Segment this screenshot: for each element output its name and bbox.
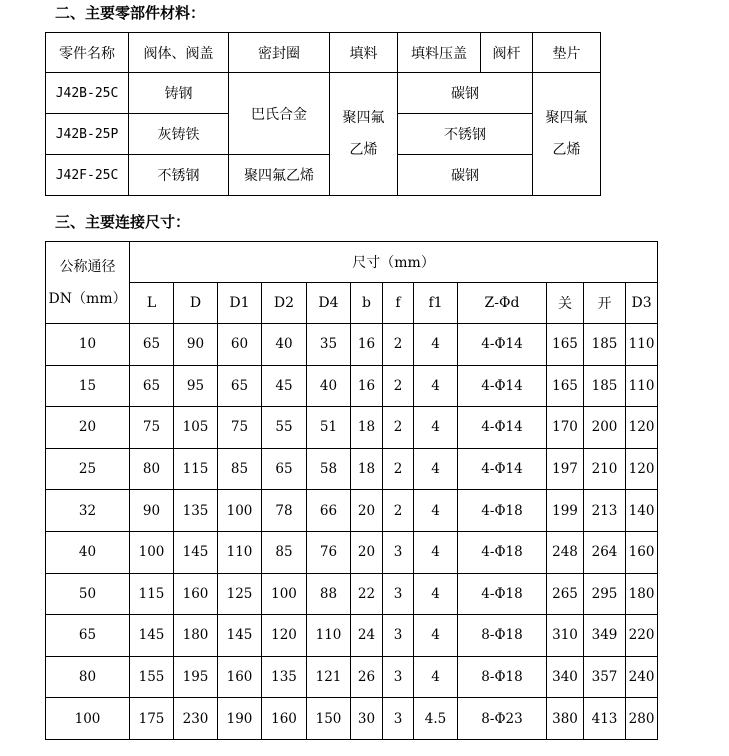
dimension-value-cell: 51	[307, 407, 351, 449]
column-header-cell: D	[174, 283, 218, 324]
dimension-value-cell: 8-Φ18	[458, 615, 547, 657]
dimension-value-cell: 115	[130, 573, 174, 615]
dimension-value-cell: 2	[383, 490, 414, 532]
dimension-value-cell: 100	[218, 490, 262, 532]
dimension-value-cell: 88	[307, 573, 351, 615]
header-gasket: 垫片	[533, 33, 601, 73]
header-seal-ring: 密封圈	[229, 33, 330, 73]
dimension-value-cell: 2	[383, 324, 414, 366]
dimension-value-cell: 8-Φ23	[458, 698, 547, 740]
dimension-value-cell: 4-Φ18	[458, 490, 547, 532]
dimension-value-cell: 65	[218, 365, 262, 407]
dimension-value-cell: 180	[626, 573, 658, 615]
dimension-value-cell: 160	[218, 656, 262, 698]
dimension-value-cell: 160	[626, 531, 658, 573]
dimension-value-cell: 135	[262, 656, 307, 698]
dimension-value-cell: 4-Φ14	[458, 365, 547, 407]
dimension-row	[46, 615, 658, 657]
dimension-value-cell: 4	[414, 324, 458, 366]
header-body-bonnet: 阀体、阀盖	[129, 33, 229, 73]
materials-table	[45, 32, 601, 196]
header-stem: 阀杆	[481, 33, 533, 73]
model-cell: J42F-25C	[46, 155, 129, 196]
column-header-cell: D2	[262, 283, 307, 324]
dimension-value-cell: 4	[414, 573, 458, 615]
dimension-value-cell: 75	[218, 407, 262, 449]
dimension-value-cell: 4	[414, 656, 458, 698]
dimension-row	[46, 407, 658, 449]
dimension-row	[46, 365, 658, 407]
dn-cell: 20	[46, 407, 130, 449]
gasket-material-line2: 乙烯	[552, 142, 581, 158]
dimension-value-cell: 413	[584, 698, 626, 740]
column-header-cell: f1	[414, 283, 458, 324]
dimension-value-cell: 175	[130, 698, 174, 740]
dimension-value-cell: 110	[218, 531, 262, 573]
body-material-cell: 不锈钢	[129, 155, 229, 196]
dimension-value-cell: 4	[414, 615, 458, 657]
dimension-value-cell: 4	[414, 407, 458, 449]
dimension-value-cell: 125	[218, 573, 262, 615]
dimension-value-cell: 4-Φ14	[458, 407, 547, 449]
dimension-value-cell: 4-Φ18	[458, 573, 547, 615]
dimension-value-cell: 4	[414, 365, 458, 407]
dimension-value-cell: 8-Φ18	[458, 656, 547, 698]
dn-cell: 65	[46, 615, 130, 657]
dimension-value-cell: 155	[130, 656, 174, 698]
dimension-value-cell: 120	[626, 407, 658, 449]
header-packing: 填料	[330, 33, 398, 73]
dimension-value-cell: 22	[351, 573, 383, 615]
dimension-value-cell: 30	[351, 698, 383, 740]
model-cell: J42B-25C	[46, 73, 129, 114]
dimension-value-cell: 357	[584, 656, 626, 698]
dimension-row	[46, 448, 658, 490]
dimension-value-cell: 20	[351, 531, 383, 573]
body-material-cell: 灰铸铁	[129, 114, 229, 155]
dimension-value-cell: 349	[584, 615, 626, 657]
dimension-value-cell: 220	[626, 615, 658, 657]
dimension-value-cell: 120	[626, 448, 658, 490]
dimension-value-cell: 210	[584, 448, 626, 490]
dimension-value-cell: 65	[262, 448, 307, 490]
dimension-value-cell: 295	[584, 573, 626, 615]
dn-cell: 15	[46, 365, 130, 407]
gland-stem-material-cell: 碳钢	[398, 155, 533, 196]
dimension-value-cell: 40	[307, 365, 351, 407]
dn-cell: 25	[46, 448, 130, 490]
dimension-value-cell: 264	[584, 531, 626, 573]
header-part-name: 零件名称	[46, 33, 129, 73]
dimension-value-cell: 160	[262, 698, 307, 740]
materials-section-heading: 二、主要零部件材料：	[55, 4, 206, 22]
dimension-value-cell: 160	[174, 573, 218, 615]
dimension-value-cell: 40	[262, 324, 307, 366]
seal-material-cell: 巴氏合金	[229, 73, 330, 155]
dimension-value-cell: 248	[547, 531, 584, 573]
dn-cell: 100	[46, 698, 130, 740]
dimension-value-cell: 110	[626, 324, 658, 366]
gland-stem-material-cell: 碳钢	[398, 73, 533, 114]
dimension-value-cell: 58	[307, 448, 351, 490]
dimension-row	[46, 324, 658, 366]
dimension-value-cell: 170	[547, 407, 584, 449]
dimension-value-cell: 18	[351, 407, 383, 449]
dimension-value-cell: 145	[174, 531, 218, 573]
dimension-row	[46, 656, 658, 698]
dimension-value-cell: 65	[130, 365, 174, 407]
column-header-cell: 关	[547, 283, 584, 324]
dimension-value-cell: 90	[174, 324, 218, 366]
dimension-value-cell: 115	[174, 448, 218, 490]
dn-cell: 32	[46, 490, 130, 532]
dimensions-header-row-1	[46, 242, 658, 283]
dimension-value-cell: 3	[383, 615, 414, 657]
dimension-value-cell: 4-Φ14	[458, 448, 547, 490]
dimension-value-cell: 20	[351, 490, 383, 532]
dimension-value-cell: 140	[626, 490, 658, 532]
dimension-value-cell: 4	[414, 531, 458, 573]
dimension-value-cell: 185	[584, 324, 626, 366]
dimension-value-cell: 24	[351, 615, 383, 657]
materials-header-row	[46, 33, 601, 73]
dimension-value-cell: 3	[383, 698, 414, 740]
dimension-value-cell: 110	[626, 365, 658, 407]
dn-header-cell	[46, 242, 130, 324]
dimension-value-cell: 240	[626, 656, 658, 698]
dimension-value-cell: 310	[547, 615, 584, 657]
dimension-row	[46, 573, 658, 615]
dimension-value-cell: 230	[174, 698, 218, 740]
dimension-value-cell: 66	[307, 490, 351, 532]
dimension-value-cell: 195	[174, 656, 218, 698]
materials-row-j42f-25c	[46, 155, 601, 196]
dimension-value-cell: 165	[547, 365, 584, 407]
dimension-value-cell: 85	[262, 531, 307, 573]
dimension-value-cell: 135	[174, 490, 218, 532]
gland-stem-material-cell: 不锈钢	[398, 114, 533, 155]
dimension-value-cell: 16	[351, 365, 383, 407]
dimension-value-cell: 3	[383, 656, 414, 698]
dn-cell: 10	[46, 324, 130, 366]
dimension-value-cell: 18	[351, 448, 383, 490]
dimension-value-cell: 3	[383, 573, 414, 615]
dimension-value-cell: 200	[584, 407, 626, 449]
seal-material-cell: 聚四氟乙烯	[229, 155, 330, 196]
dimension-value-cell: 4-Φ14	[458, 324, 547, 366]
dimension-value-cell: 145	[218, 615, 262, 657]
dimension-value-cell: 265	[547, 573, 584, 615]
dimension-value-cell: 80	[130, 448, 174, 490]
gasket-material-cell	[533, 73, 601, 196]
dimension-value-cell: 4	[414, 490, 458, 532]
dimension-value-cell: 90	[130, 490, 174, 532]
dimension-value-cell: 2	[383, 448, 414, 490]
dimension-value-cell: 213	[584, 490, 626, 532]
packing-material-cell	[330, 73, 398, 196]
dimensions-header-row-2	[46, 283, 658, 324]
dimension-value-cell: 16	[351, 324, 383, 366]
dimension-value-cell: 4-Φ18	[458, 531, 547, 573]
materials-row-j42b-25c	[46, 73, 601, 114]
dimension-row	[46, 531, 658, 573]
dimension-value-cell: 35	[307, 324, 351, 366]
dimension-value-cell: 3	[383, 531, 414, 573]
column-header-cell: D1	[218, 283, 262, 324]
dn-header-line2: DN（mm）	[48, 290, 127, 307]
dn-header-line1: 公称通径	[59, 258, 116, 275]
dimension-value-cell: 145	[130, 615, 174, 657]
body-material-cell: 铸钢	[129, 73, 229, 114]
dimension-value-cell: 2	[383, 365, 414, 407]
dimension-value-cell: 110	[307, 615, 351, 657]
column-header-cell: L	[130, 283, 174, 324]
dimension-value-cell: 26	[351, 656, 383, 698]
dimension-value-cell: 76	[307, 531, 351, 573]
dimensions-body	[46, 324, 658, 740]
column-header-cell: Z-Φd	[458, 283, 547, 324]
dimensions-section-heading: 三、主要连接尺寸：	[55, 213, 191, 231]
dimension-value-cell: 75	[130, 407, 174, 449]
size-header-cell: 尺寸（mm）	[130, 242, 658, 283]
column-header-cell: b	[351, 283, 383, 324]
dimension-value-cell: 120	[262, 615, 307, 657]
column-header-cell: D4	[307, 283, 351, 324]
dimension-value-cell: 165	[547, 324, 584, 366]
dimension-value-cell: 100	[262, 573, 307, 615]
dimension-value-cell: 185	[584, 365, 626, 407]
dn-cell: 40	[46, 531, 130, 573]
packing-material-line2: 乙烯	[349, 142, 378, 158]
dn-cell: 80	[46, 656, 130, 698]
dimension-value-cell: 121	[307, 656, 351, 698]
dimension-value-cell: 78	[262, 490, 307, 532]
dimension-value-cell: 190	[218, 698, 262, 740]
dimension-value-cell: 95	[174, 365, 218, 407]
dimension-value-cell: 340	[547, 656, 584, 698]
dimension-value-cell: 65	[130, 324, 174, 366]
dimension-value-cell: 100	[130, 531, 174, 573]
dimension-value-cell: 60	[218, 324, 262, 366]
dimension-value-cell: 197	[547, 448, 584, 490]
column-header-cell: D3	[626, 283, 658, 324]
dimension-value-cell: 55	[262, 407, 307, 449]
dn-cell: 50	[46, 573, 130, 615]
column-header-cell: f	[383, 283, 414, 324]
packing-material-line1: 聚四氟	[342, 110, 385, 126]
dimension-value-cell: 4.5	[414, 698, 458, 740]
dimension-value-cell: 150	[307, 698, 351, 740]
dimension-row	[46, 698, 658, 740]
dimension-value-cell: 2	[383, 407, 414, 449]
column-header-cell: 开	[584, 283, 626, 324]
dimension-value-cell: 4	[414, 448, 458, 490]
dimension-value-cell: 180	[174, 615, 218, 657]
dimension-value-cell: 105	[174, 407, 218, 449]
dimension-value-cell: 280	[626, 698, 658, 740]
dimension-row	[46, 490, 658, 532]
model-cell: J42B-25P	[46, 114, 129, 155]
dimension-value-cell: 380	[547, 698, 584, 740]
dimensions-table	[45, 241, 658, 740]
dimension-value-cell: 85	[218, 448, 262, 490]
dimension-value-cell: 45	[262, 365, 307, 407]
header-packing-gland: 填料压盖	[398, 33, 481, 73]
gasket-material-line1: 聚四氟	[545, 110, 588, 126]
dimension-value-cell: 199	[547, 490, 584, 532]
